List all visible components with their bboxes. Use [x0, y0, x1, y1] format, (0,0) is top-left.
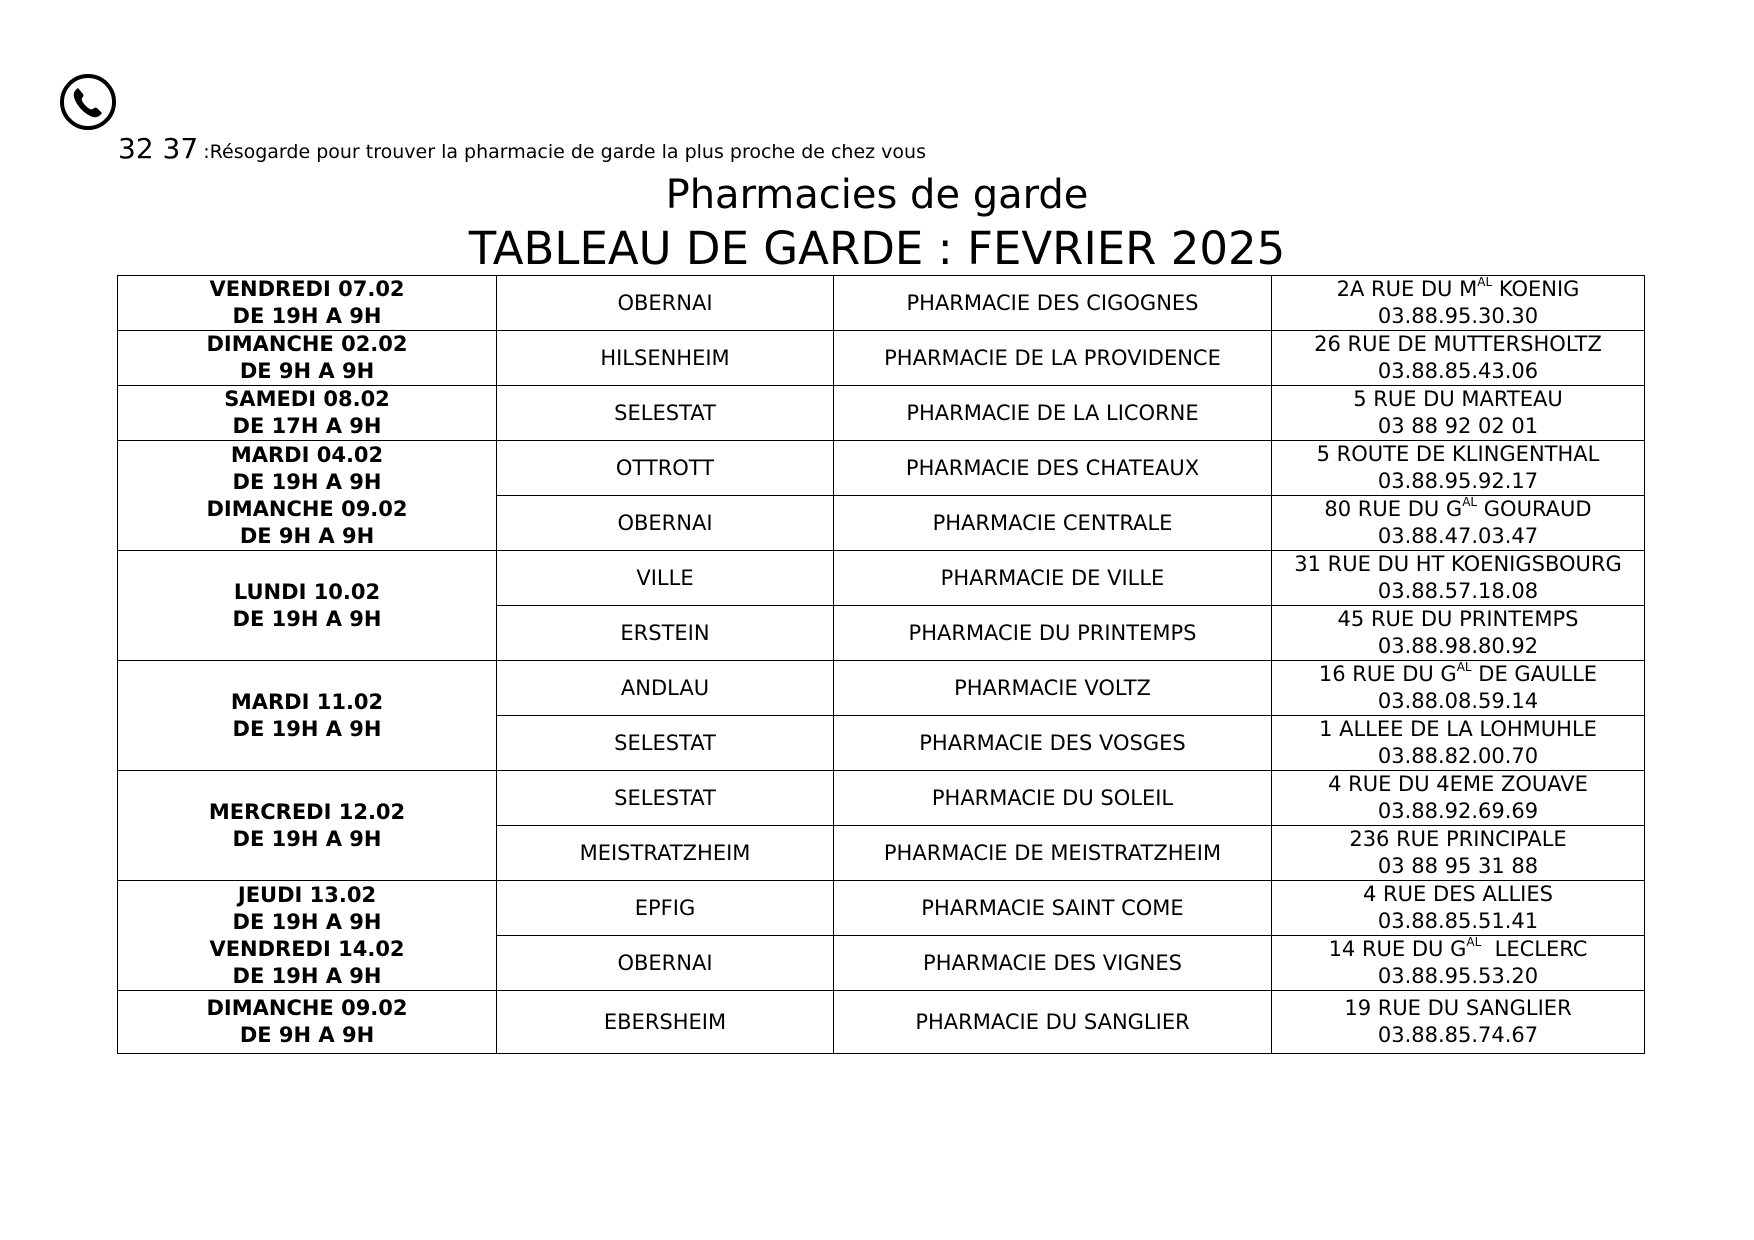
phone-number: 03.88.08.59.14 — [1377, 689, 1539, 713]
duty-table-body — [118, 276, 1645, 1054]
phone-number: 03.88.85.51.41 — [1377, 909, 1539, 933]
address-text: 14 RUE DU G — [1328, 937, 1467, 961]
address-abbrev-superscript: AL — [1456, 660, 1472, 674]
street-address — [1276, 551, 1640, 578]
date-line: DIMANCHE 09.02 — [206, 996, 408, 1020]
date-cell — [118, 441, 497, 551]
table-row — [118, 386, 1645, 441]
city-cell: OBERNAI — [497, 276, 834, 331]
pharmacy-name-cell: PHARMACIE DES CIGOGNES — [834, 276, 1272, 331]
address-abbrev-superscript: AL — [1477, 275, 1493, 289]
pharmacy-name-cell: PHARMACIE DES VOSGES — [834, 716, 1272, 771]
street-address — [1276, 716, 1640, 743]
phone-number: 03.88.85.43.06 — [1377, 359, 1539, 383]
address-text-end: GOURAUD — [1477, 497, 1592, 521]
pharmacy-name-cell: PHARMACIE CENTRALE — [834, 496, 1272, 551]
address-text-end: DE GAULLE — [1471, 662, 1598, 686]
date-line: SAMEDI 08.02 — [224, 387, 390, 411]
table-row — [118, 661, 1645, 716]
city-cell: VILLE — [497, 551, 834, 606]
table-row — [118, 771, 1645, 826]
city-cell: MEISTRATZHEIM — [497, 826, 834, 881]
phone-number: 03.88.95.92.17 — [1377, 469, 1539, 493]
pharmacy-name-cell: PHARMACIE VOLTZ — [834, 661, 1272, 716]
phone-number: 03.88.98.80.92 — [1377, 634, 1539, 658]
address-abbrev-superscript: AL — [1466, 935, 1482, 949]
address-cell — [1272, 551, 1645, 606]
date-cell — [118, 386, 497, 441]
date-line: DE 9H A 9H — [239, 359, 375, 383]
date-line: DIMANCHE 09.02 — [206, 496, 408, 521]
street-address — [1276, 936, 1640, 963]
date-cell — [118, 771, 497, 881]
street-address — [1276, 995, 1640, 1022]
phone-icon — [58, 72, 118, 132]
street-address — [1276, 606, 1640, 633]
table-row — [118, 276, 1645, 331]
city-cell: ANDLAU — [497, 661, 834, 716]
pharmacy-name-cell: PHARMACIE DES VIGNES — [834, 936, 1272, 991]
duty-table — [117, 275, 1645, 1054]
address-text: 4 RUE DES ALLIES — [1363, 882, 1553, 906]
table-row — [118, 551, 1645, 606]
street-address — [1276, 771, 1640, 798]
address-cell — [1272, 826, 1645, 881]
address-cell — [1272, 881, 1645, 936]
date-line: DE 19H A 9H — [232, 909, 382, 934]
date-cell — [118, 276, 497, 331]
phone-number: 03.88.95.30.30 — [1377, 304, 1539, 328]
date-line: DE 19H A 9H — [232, 469, 382, 494]
address-text: 1 ALLEE DE LA LOHMUHLE — [1319, 717, 1597, 741]
phone-number: 03.88.47.03.47 — [1377, 524, 1539, 548]
table-row — [118, 441, 1645, 496]
address-cell — [1272, 386, 1645, 441]
city-cell: OTTROTT — [497, 441, 834, 496]
phone-number: 03 88 92 02 01 — [1377, 414, 1539, 438]
address-text: 80 RUE DU G — [1324, 497, 1463, 521]
pharmacy-name-cell: PHARMACIE DE MEISTRATZHEIM — [834, 826, 1272, 881]
phone-number: 03.88.85.74.67 — [1377, 1023, 1539, 1047]
city-cell: OBERNAI — [497, 936, 834, 991]
page-title: Pharmacies de garde — [665, 172, 1089, 218]
phone-number: 03.88.82.00.70 — [1377, 744, 1539, 768]
address-text: 19 RUE DU SANGLIER — [1344, 996, 1572, 1020]
pharmacy-name-cell: PHARMACIE DE LA LICORNE — [834, 386, 1272, 441]
address-cell — [1272, 331, 1645, 386]
street-address — [1276, 826, 1640, 853]
address-text: 2A RUE DU M — [1336, 277, 1478, 301]
phone-number: 03.88.57.18.08 — [1377, 579, 1539, 603]
city-cell: HILSENHEIM — [497, 331, 834, 386]
pharmacy-name-cell: PHARMACIE DES CHATEAUX — [834, 441, 1272, 496]
date-line: LUNDI 10.02 — [233, 579, 381, 604]
table-row — [118, 881, 1645, 936]
hotline-text: :Résogarde pour trouver la pharmacie de garde la plus proche de chez vous — [203, 141, 926, 163]
pharmacy-name-cell: PHARMACIE DU PRINTEMPS — [834, 606, 1272, 661]
city-cell: SELESTAT — [497, 771, 834, 826]
street-address — [1276, 496, 1640, 523]
street-address — [1276, 331, 1640, 358]
table-row — [118, 991, 1645, 1054]
date-line: DE 17H A 9H — [232, 414, 382, 438]
date-cell — [118, 551, 497, 661]
address-text: 26 RUE DE MUTTERSHOLTZ — [1314, 332, 1602, 356]
address-text: 31 RUE DU HT KOENIGSBOURG — [1294, 552, 1622, 576]
date-line: DE 9H A 9H — [239, 1023, 375, 1047]
date-line: DIMANCHE 02.02 — [206, 332, 408, 356]
date-line: DE 9H A 9H — [239, 523, 375, 548]
date-line: MARDI 04.02 — [230, 442, 384, 467]
address-text-end: LECLERC — [1481, 937, 1588, 961]
date-line: VENDREDI 14.02 — [209, 936, 405, 961]
pharmacy-name-cell: PHARMACIE DU SOLEIL — [834, 771, 1272, 826]
address-cell — [1272, 771, 1645, 826]
address-text: 236 RUE PRINCIPALE — [1349, 827, 1567, 851]
address-text: 5 RUE DU MARTEAU — [1353, 387, 1563, 411]
address-text: 5 ROUTE DE KLINGENTHAL — [1316, 442, 1600, 466]
date-line: DE 19H A 9H — [232, 716, 382, 741]
table-row — [118, 331, 1645, 386]
pharmacy-name-cell: PHARMACIE DU SANGLIER — [834, 991, 1272, 1054]
street-address — [1276, 881, 1640, 908]
date-cell — [118, 991, 497, 1054]
pharmacy-name-cell: PHARMACIE DE VILLE — [834, 551, 1272, 606]
pharmacy-name-cell: PHARMACIE SAINT COME — [834, 881, 1272, 936]
phone-number: 03.88.92.69.69 — [1377, 799, 1539, 823]
phone-number: 03.88.95.53.20 — [1377, 964, 1539, 988]
date-cell — [118, 881, 497, 991]
date-cell — [118, 331, 497, 386]
address-cell — [1272, 496, 1645, 551]
city-cell: SELESTAT — [497, 386, 834, 441]
address-text-end: KOENIG — [1492, 277, 1580, 301]
hotline-number: 32 37 — [118, 132, 199, 165]
date-line: DE 19H A 9H — [232, 304, 382, 328]
date-line: DE 19H A 9H — [232, 826, 382, 851]
city-cell: ERSTEIN — [497, 606, 834, 661]
address-cell — [1272, 936, 1645, 991]
address-cell — [1272, 276, 1645, 331]
city-cell: EPFIG — [497, 881, 834, 936]
date-line: DE 19H A 9H — [232, 606, 382, 631]
address-cell — [1272, 991, 1645, 1054]
date-line: MARDI 11.02 — [230, 689, 384, 714]
date-line: VENDREDI 07.02 — [209, 277, 405, 301]
date-cell — [118, 661, 497, 771]
date-line: MERCREDI 12.02 — [208, 799, 406, 824]
address-text: 45 RUE DU PRINTEMPS — [1337, 607, 1579, 631]
date-line: JEUDI 13.02 — [237, 882, 377, 907]
street-address — [1276, 276, 1640, 303]
hotline-line — [118, 132, 926, 165]
address-cell — [1272, 441, 1645, 496]
page-subtitle: TABLEAU DE GARDE : FEVRIER 2025 — [468, 222, 1286, 275]
address-cell — [1272, 716, 1645, 771]
street-address — [1276, 441, 1640, 468]
city-cell: OBERNAI — [497, 496, 834, 551]
pharmacy-name-cell: PHARMACIE DE LA PROVIDENCE — [834, 331, 1272, 386]
city-cell: SELESTAT — [497, 716, 834, 771]
date-line: DE 19H A 9H — [232, 963, 382, 988]
address-cell — [1272, 661, 1645, 716]
address-cell — [1272, 606, 1645, 661]
phone-number: 03 88 95 31 88 — [1377, 854, 1539, 878]
city-cell: EBERSHEIM — [497, 991, 834, 1054]
address-text: 16 RUE DU G — [1318, 662, 1457, 686]
address-text: 4 RUE DU 4EME ZOUAVE — [1328, 772, 1588, 796]
street-address — [1276, 386, 1640, 413]
street-address — [1276, 661, 1640, 688]
address-abbrev-superscript: AL — [1462, 495, 1478, 509]
